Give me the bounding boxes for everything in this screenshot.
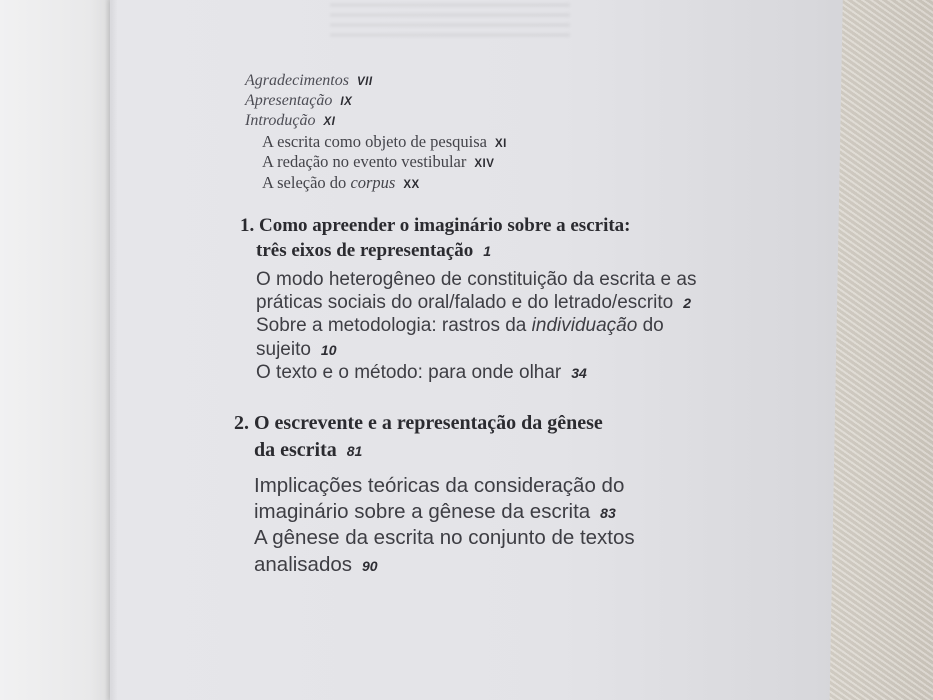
chapter1-section3[interactable]: O texto e o método: para onde olhar 34 — [256, 362, 587, 383]
page-number: IX — [340, 96, 353, 108]
toc-entry-apresentacao[interactable]: Apresentação IX — [245, 92, 353, 109]
page-number: 81 — [346, 443, 363, 459]
toc-entry-redacao-vestibular[interactable]: A redação no evento vestibular XIV — [262, 152, 495, 171]
page-number: 34 — [571, 365, 587, 381]
chapter1-section1-line2[interactable]: práticas sociais do oral/falado e do letrado/escrito 2 — [256, 292, 691, 313]
chapter2-section2-line2[interactable]: analisados 90 — [254, 553, 378, 576]
chapter1-section1-line1[interactable]: O modo heterogêneo de constituição da escrita e as — [256, 269, 697, 290]
page-number: 1 — [483, 243, 492, 259]
page-number: XI — [494, 138, 507, 150]
chapter2-title-line1[interactable]: 2. O escrevente e a representação da gênese — [234, 412, 603, 434]
chapter1-section2-line1[interactable]: Sobre a metodologia: rastros da individuação do — [256, 315, 664, 336]
page-number: 90 — [362, 558, 378, 574]
toc-entry-escrita-objeto[interactable]: A escrita como objeto de pesquisa XI — [262, 132, 507, 151]
page-number: 2 — [683, 295, 691, 311]
page-number: XI — [323, 116, 336, 128]
toc-entry-agradecimentos[interactable]: Agradecimentos VII — [245, 72, 373, 89]
chapter1-title-line2[interactable]: três eixos de representação 1 — [256, 240, 492, 261]
chapter2-section1-line2[interactable]: imaginário sobre a gênese da escrita 83 — [254, 500, 616, 523]
page-number: XIV — [474, 158, 495, 170]
chapter2-title-line2[interactable]: da escrita 81 — [254, 439, 363, 461]
page-number: VII — [356, 76, 373, 88]
toc-entry-introducao[interactable]: Introdução XI — [245, 112, 336, 129]
toc-entry-selecao-corpus[interactable]: A seleção do corpus XX — [262, 173, 420, 192]
page-number: 83 — [600, 505, 616, 521]
page-number: 10 — [320, 342, 337, 358]
chapter1-title-line1[interactable]: 1. Como apreender o imaginário sobre a escrita: — [240, 215, 631, 236]
chapter1-section2-line2[interactable]: sujeito 10 — [256, 339, 337, 360]
chapter2-section2-line1[interactable]: A gênese da escrita no conjunto de textos — [254, 526, 635, 549]
page-number: XX — [403, 179, 420, 191]
chapter2-section1-line1[interactable]: Implicações teóricas da consideração do — [254, 474, 625, 497]
